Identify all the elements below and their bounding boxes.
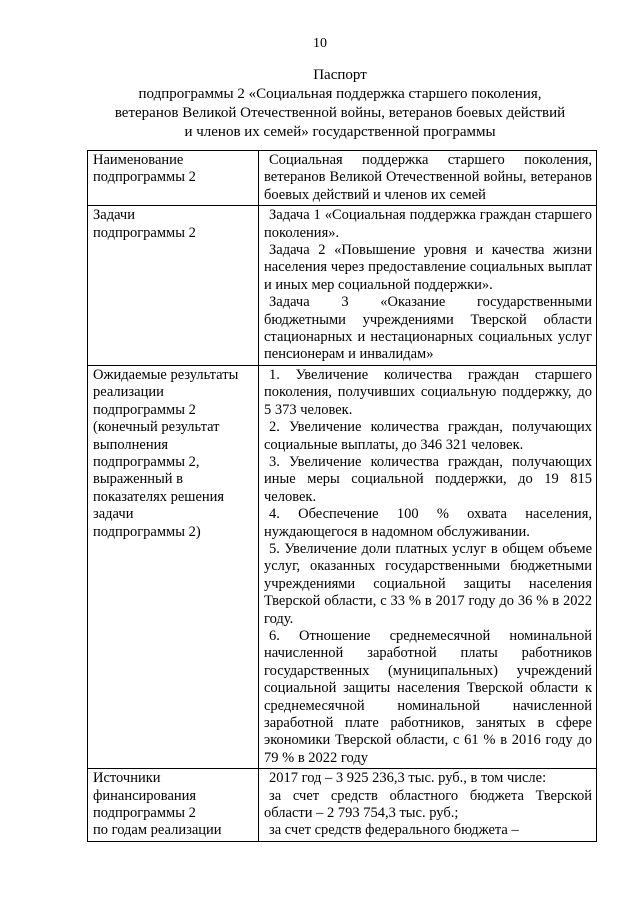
value-paragraph: 1. Увеличение количества граждан старшего поколения, получивших социальную поддержку, до 5 373 человек.: [264, 366, 592, 418]
label-line: выраженный в: [93, 471, 184, 488]
label-line: подпрограммы 2: [93, 401, 196, 418]
label-line: по годам реализации: [93, 822, 222, 839]
heading-line: и членов их семей» государственной программы: [184, 124, 496, 140]
heading-line: ветеранов Великой Отечественной войны, ветеранов боевых действий: [114, 105, 566, 121]
row-value: [259, 151, 597, 206]
value-paragraph: 4. Обеспечение 100 % охвата населения, нуждающегося в надомном обслуживании.: [264, 506, 592, 540]
label-line: Источники: [93, 770, 161, 787]
label-line: выполнения: [93, 436, 169, 453]
value-paragraph: 3. Увеличение количества граждан, получающих иные меры социальной поддержки, до 19 815 человек.: [264, 453, 592, 505]
label-line: финансирования: [93, 787, 197, 804]
value-paragraph: 2. Увеличение количества граждан, получающих социальные выплаты, до 346 321 человек.: [264, 419, 592, 453]
value-paragraph: Задача 1 «Социальная поддержка граждан старшего поколения».: [264, 207, 592, 241]
label-line: Задачи: [93, 207, 135, 224]
value-paragraph: 5. Увеличение доли платных услуг в общем объеме услуг, оказанных государственными бюджетными учреждениями социальной защиты населения Тверской области, с 33 % в 2017 году до 36 % в 2022 году.: [264, 540, 592, 627]
label-line: (конечный результат: [93, 419, 220, 436]
label-line: Наименование: [93, 152, 184, 168]
heading-title: Паспорт: [313, 67, 367, 83]
value-paragraph: Задача 3 «Оказание государственными бюджетными учреждениями Тверской области стационарных и нестационарных социальных услуг пенсионерам и инвалидам»: [264, 294, 592, 363]
document-heading: [80, 66, 600, 142]
label-line: подпрограммы 2,: [93, 453, 200, 470]
label-line: подпрограммы 2: [93, 805, 196, 822]
heading-line: подпрограммы 2 «Социальная поддержка старшего поколения,: [138, 86, 542, 102]
table-row-tasks: [88, 206, 597, 366]
table-row-expected-results: [88, 365, 597, 768]
label-line: реализации: [93, 384, 164, 401]
row-value: [259, 769, 597, 842]
value-paragraph: 6. Отношение среднемесячной номинальной начисленной заработной платы работников государственных (муниципальных) учреждений социальной защиты населения Тверской области к среднемесячной номинальной начисленной заработной плате работников, занятых в сфере экономики Тверской области, с 61 % в 2016 году до 79 % в 2022 году: [264, 627, 592, 766]
value-paragraph: за счет средств федерального бюджета –: [269, 822, 519, 839]
value-paragraph: Задача 2 «Повышение уровня и качества жизни населения через предоставление социальных выплат и иных мер социальной поддержки».: [264, 242, 592, 293]
label-line: показателях решения: [93, 488, 225, 505]
row-label: [88, 365, 259, 768]
table-row-financing: [88, 769, 597, 842]
value-paragraph: Социальная поддержка старшего поколения, ветеранов Великой Отечественной войны, ветеранов боевых действий и членов их семей: [264, 152, 592, 203]
row-value: [259, 206, 597, 366]
value-paragraph: 2017 год – 3 925 236,3 тыс. руб., в том числе:: [269, 770, 547, 787]
row-label: [88, 769, 259, 842]
label-line: подпрограммы 2: [93, 224, 196, 241]
table-row-name: [88, 151, 597, 206]
passport-table: [87, 150, 597, 842]
row-label: [88, 206, 259, 366]
row-value: [259, 365, 597, 768]
label-line: подпрограммы 2: [93, 169, 196, 186]
row-label: [88, 151, 259, 206]
label-line: задачи: [93, 506, 134, 523]
label-line: подпрограммы 2): [93, 523, 201, 540]
label-line: Ожидаемые результаты: [93, 366, 239, 383]
page-number: 10: [313, 36, 327, 51]
value-paragraph: за счет средств областного бюджета Тверской области – 2 793 754,3 тыс. руб.;: [264, 787, 592, 822]
